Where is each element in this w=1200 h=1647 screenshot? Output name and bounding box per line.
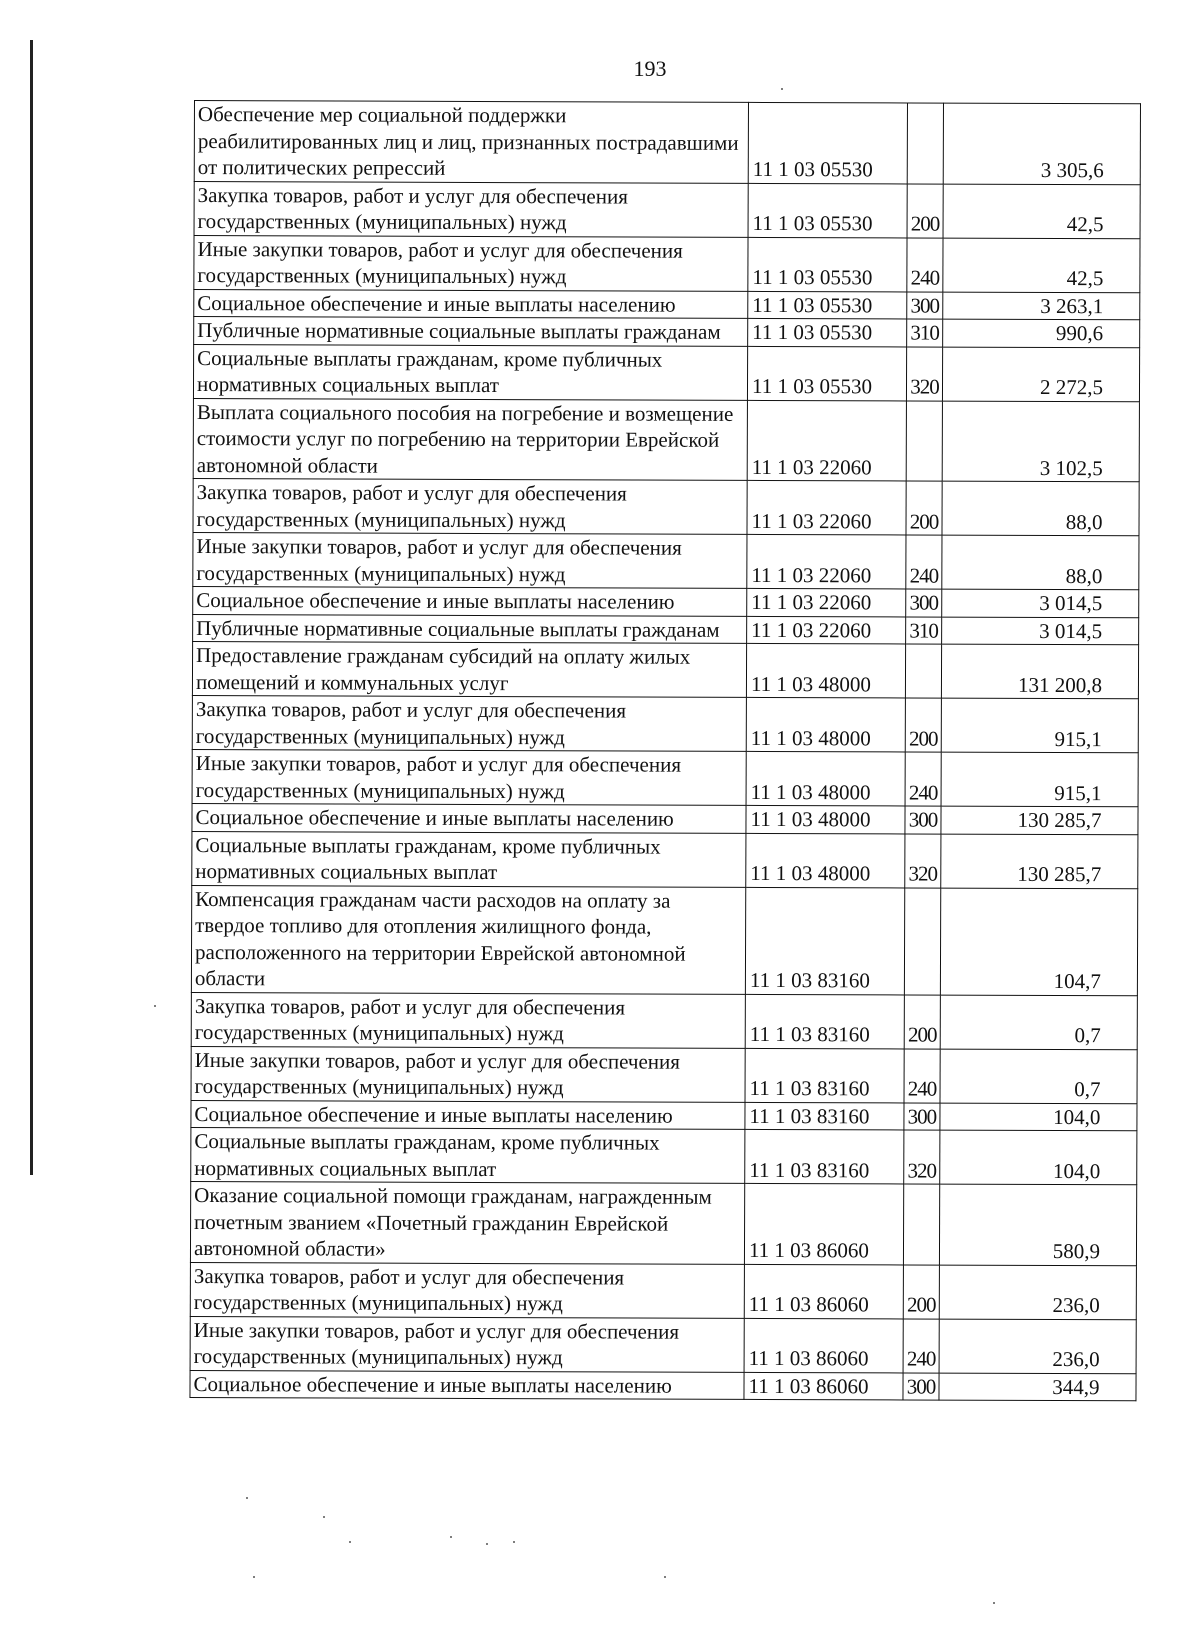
table-row <box>193 344 1139 401</box>
row-code: 11 1 03 22060 <box>747 480 906 535</box>
row-amount: 580,9 <box>939 1184 1136 1265</box>
row-expense-type: 320 <box>904 1130 940 1184</box>
row-code: 11 1 03 05530 <box>748 291 907 319</box>
row-amount: 3 102,5 <box>942 401 1139 482</box>
row-code: 11 1 03 48000 <box>746 643 905 698</box>
row-code: 11 1 03 83160 <box>745 994 904 1049</box>
row-expense-type: 320 <box>905 833 941 887</box>
row-expense-type <box>906 400 942 481</box>
row-expense-type: 200 <box>907 183 943 237</box>
scan-speck <box>246 1497 248 1499</box>
row-name: Обеспечение мер социальной поддержки реабилитированных лиц и лиц, признанных пострадавшими от политических репрессий <box>194 101 748 183</box>
table-row <box>191 885 1137 995</box>
row-expense-type: 200 <box>905 698 941 752</box>
row-expense-type: 310 <box>907 319 943 347</box>
row-name: Иные закупки товаров, работ и услуг для обеспечения государственных (муниципальных) нужд <box>190 1316 744 1372</box>
table-row <box>193 398 1139 482</box>
row-amount: 104,0 <box>940 1130 1137 1185</box>
table-row <box>194 317 1140 348</box>
row-amount: 0,7 <box>940 995 1137 1050</box>
row-name: Оказание социальной помощи гражданам, награжденным почетным званием «Почетный гражданин Еврейской автономной области» <box>190 1181 744 1263</box>
row-code: 11 1 03 86060 <box>744 1318 903 1373</box>
row-expense-type: 240 <box>903 1318 939 1372</box>
table-row <box>190 1370 1136 1401</box>
table-row <box>192 695 1138 752</box>
row-expense-type: 240 <box>904 1048 940 1102</box>
row-code: 11 1 03 48000 <box>746 805 905 833</box>
row-expense-type: 300 <box>904 1102 940 1130</box>
row-amount: 42,5 <box>943 238 1140 293</box>
row-name: Публичные нормативные социальные выплаты гражданам <box>194 317 748 346</box>
scan-speck <box>154 1005 156 1007</box>
scan-speck <box>513 1541 515 1543</box>
row-code: 11 1 03 86060 <box>744 1183 903 1264</box>
row-code: 11 1 03 05530 <box>748 102 907 183</box>
row-name: Выплата социального пособия на погребение и возмещение стоимости услуг по погребению на территории Еврейской автономной области <box>193 398 747 480</box>
table-row <box>193 614 1139 645</box>
row-name: Иные закупки товаров, работ и услуг для обеспечения государственных (муниципальных) нужд <box>194 235 748 291</box>
row-code: 11 1 03 86060 <box>744 1372 903 1400</box>
scan-speck <box>664 1576 666 1578</box>
row-code: 11 1 03 22060 <box>747 616 906 644</box>
row-code: 11 1 03 83160 <box>745 887 904 995</box>
scan-speck <box>349 1541 351 1543</box>
row-amount: 236,0 <box>939 1265 1136 1320</box>
row-name: Социальное обеспечение и иные выплаты населению <box>193 586 747 615</box>
row-expense-type: 300 <box>906 589 942 617</box>
row-code: 11 1 03 05530 <box>747 346 906 401</box>
row-name: Предоставление гражданам субсидий на оплату жилых помещений и коммунальных услуг <box>192 641 746 697</box>
row-expense-type: 240 <box>905 752 941 806</box>
row-code: 11 1 03 05530 <box>748 183 907 238</box>
table-row <box>194 181 1140 238</box>
row-expense-type: 240 <box>907 237 943 291</box>
scan-speck <box>781 88 783 90</box>
table-row <box>194 235 1140 292</box>
row-name: Социальное обеспечение и иные выплаты населению <box>192 803 746 832</box>
scan-speck <box>486 1543 488 1545</box>
row-amount: 3 305,6 <box>943 103 1140 184</box>
scan-speck <box>253 1576 255 1578</box>
row-expense-type <box>904 887 940 994</box>
row-amount: 236,0 <box>939 1319 1136 1374</box>
row-amount: 130 285,7 <box>941 806 1138 834</box>
table-row <box>194 101 1140 185</box>
budget-table-body <box>190 101 1141 1401</box>
row-amount: 990,6 <box>943 319 1140 347</box>
row-expense-type: 300 <box>907 291 943 319</box>
row-code: 11 1 03 83160 <box>745 1102 904 1130</box>
row-expense-type: 200 <box>903 1264 939 1318</box>
row-amount: 131 200,8 <box>941 644 1138 699</box>
row-expense-type <box>907 103 943 184</box>
row-name: Иные закупки товаров, работ и услуг для обеспечения государственных (муниципальных) нужд <box>192 749 746 805</box>
row-code: 11 1 03 22060 <box>747 534 906 589</box>
row-name: Закупка товаров, работ и услуг для обеспечения государственных (муниципальных) нужд <box>193 478 747 534</box>
row-name: Социальные выплаты гражданам, кроме публичных нормативных социальных выплат <box>192 831 746 887</box>
row-amount: 88,0 <box>942 481 1139 536</box>
row-amount: 3 263,1 <box>943 292 1140 320</box>
row-amount: 42,5 <box>943 184 1140 239</box>
row-code: 11 1 03 05530 <box>748 237 907 292</box>
page-number: 193 <box>633 56 667 81</box>
row-name: Закупка товаров, работ и услуг для обеспечения государственных (муниципальных) нужд <box>190 1262 744 1318</box>
row-code: 11 1 03 05530 <box>748 318 907 346</box>
row-code: 11 1 03 48000 <box>746 833 905 888</box>
row-expense-type <box>905 644 941 698</box>
row-expense-type: 310 <box>906 616 942 644</box>
row-name: Социальное обеспечение и иные выплаты населению <box>191 1100 745 1129</box>
row-expense-type: 200 <box>906 481 942 535</box>
row-name: Социальное обеспечение и иные выплаты населению <box>194 289 748 318</box>
table-row <box>191 992 1137 1049</box>
row-amount: 915,1 <box>941 698 1138 753</box>
row-code: 11 1 03 48000 <box>746 751 905 806</box>
row-expense-type: 200 <box>904 994 940 1048</box>
table-row <box>192 749 1138 806</box>
row-name: Иные закупки товаров, работ и услуг для обеспечения государственных (муниципальных) нужд <box>191 1046 745 1102</box>
row-name: Социальное обеспечение и иные выплаты населению <box>190 1370 744 1399</box>
row-expense-type: 300 <box>905 806 941 834</box>
row-name: Иные закупки товаров, работ и услуг для обеспечения государственных (муниципальных) нужд <box>193 532 747 588</box>
row-code: 11 1 03 83160 <box>745 1129 904 1184</box>
row-amount: 130 285,7 <box>941 834 1138 889</box>
row-code: 11 1 03 83160 <box>745 1048 904 1103</box>
table-row <box>190 1181 1136 1265</box>
row-amount: 104,0 <box>940 1103 1137 1131</box>
table-row <box>190 1262 1136 1319</box>
table-row <box>193 532 1139 589</box>
row-code: 11 1 03 22060 <box>747 400 906 481</box>
row-name: Социальные выплаты гражданам, кроме публичных нормативных социальных выплат <box>191 1127 745 1183</box>
row-code: 11 1 03 86060 <box>744 1264 903 1319</box>
row-name: Компенсация гражданам части расходов на оплату за твердое топливо для отопления жилищного фонда, расположенного на территории Еврейской автономной области <box>191 885 745 994</box>
row-amount: 915,1 <box>941 752 1138 807</box>
row-name: Закупка товаров, работ и услуг для обеспечения государственных (муниципальных) нужд <box>194 181 748 237</box>
row-code: 11 1 03 48000 <box>746 697 905 752</box>
table-row <box>191 1046 1137 1103</box>
table-row <box>190 1316 1136 1373</box>
row-name: Закупка товаров, работ и услуг для обеспечения государственных (муниципальных) нужд <box>191 992 745 1048</box>
row-expense-type: 320 <box>906 346 942 400</box>
row-amount: 2 272,5 <box>942 347 1139 402</box>
row-expense-type <box>903 1184 939 1265</box>
row-amount: 3 014,5 <box>942 589 1139 617</box>
table-row <box>192 641 1138 698</box>
row-name: Закупка товаров, работ и услуг для обеспечения государственных (муниципальных) нужд <box>192 695 746 751</box>
row-amount: 344,9 <box>939 1373 1136 1401</box>
table-row <box>193 478 1139 535</box>
row-expense-type: 240 <box>906 535 942 589</box>
row-amount: 104,7 <box>940 888 1137 996</box>
table-row <box>193 586 1139 617</box>
table-row <box>191 1100 1137 1131</box>
row-amount: 88,0 <box>942 535 1139 590</box>
budget-table <box>189 100 1141 1401</box>
binding-margin-line <box>30 40 33 1175</box>
table-row <box>194 289 1140 320</box>
row-amount: 0,7 <box>940 1049 1137 1104</box>
scan-speck <box>323 1516 325 1518</box>
row-amount: 3 014,5 <box>942 617 1139 645</box>
table-row <box>192 803 1138 834</box>
table-row <box>192 831 1138 888</box>
scan-speck <box>993 1602 995 1604</box>
row-name: Публичные нормативные социальные выплаты гражданам <box>193 614 747 643</box>
row-name: Социальные выплаты гражданам, кроме публичных нормативных социальных выплат <box>193 344 747 400</box>
row-code: 11 1 03 22060 <box>747 588 906 616</box>
table-row <box>191 1127 1137 1184</box>
scan-speck <box>450 1536 452 1538</box>
row-expense-type: 300 <box>903 1372 939 1400</box>
